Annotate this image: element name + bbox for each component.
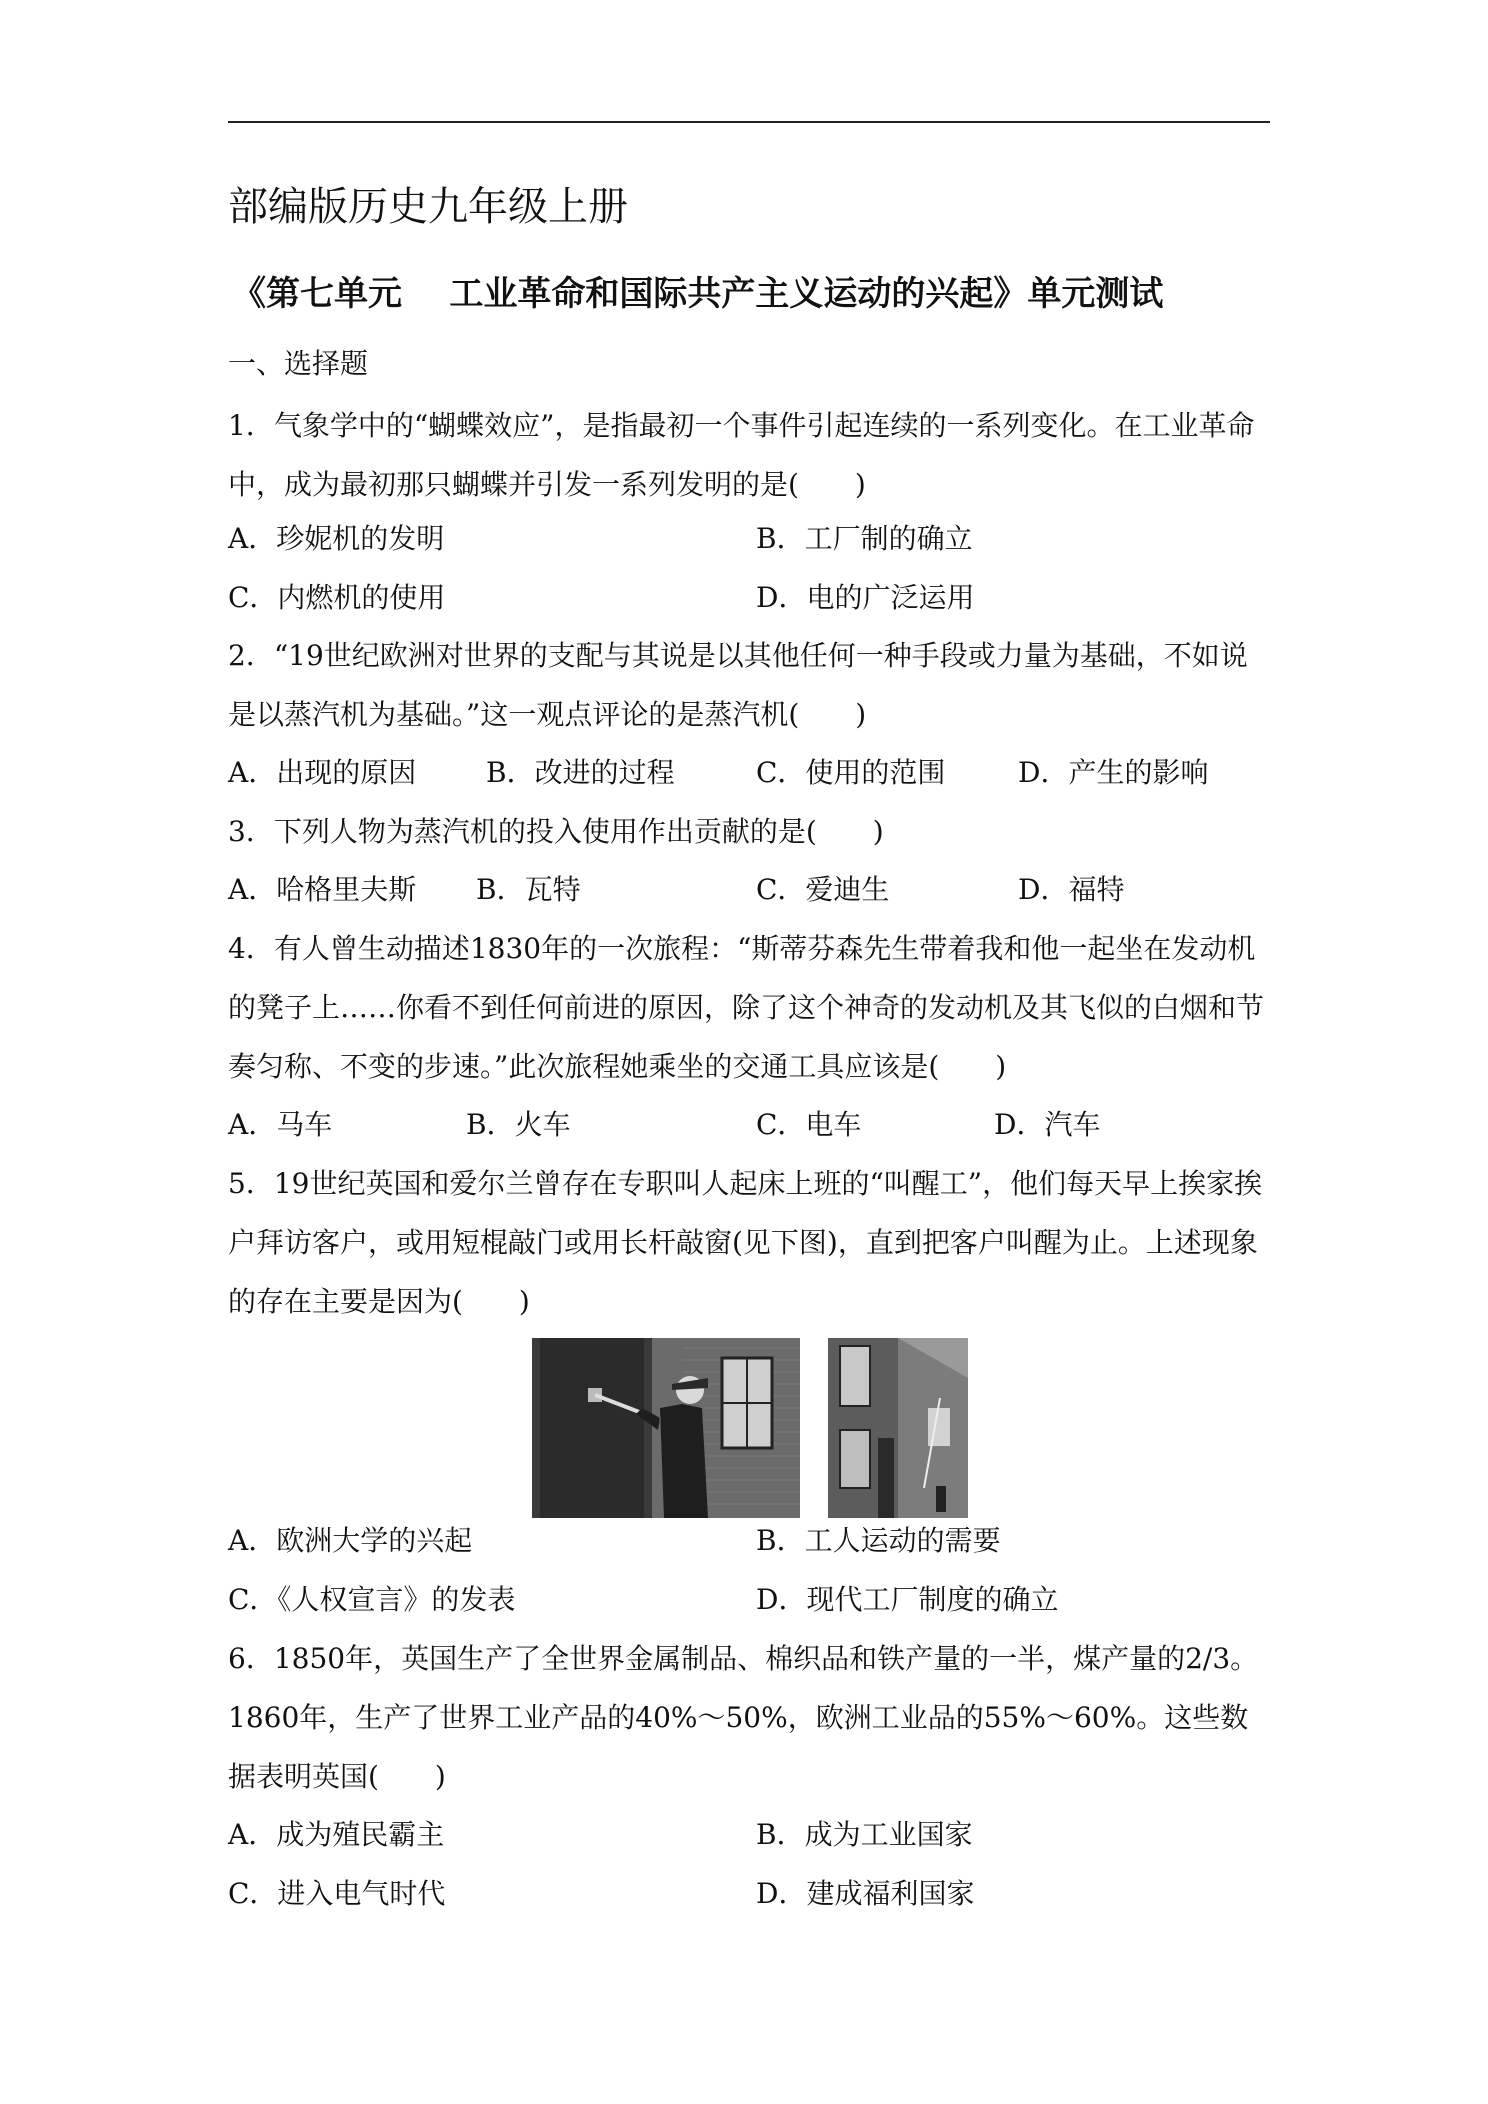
question-6-option-a: A．成为殖民霸主 [228,1818,445,1851]
question-3-option-b: B．瓦特 [476,873,581,906]
question-1-option-a: A．珍妮机的发明 [228,522,445,555]
question-1-stem: 1．气象学中的“蝴蝶效应”，是指最初一个事件引起连续的一系列变化。在工业革命中，成为最初那只蝴蝶并引发一系列发明的是( ) [228,409,1255,501]
question-5-option-d: D．现代工厂制度的确立 [756,1583,1059,1616]
question-6-option-c: C．进入电气时代 [228,1877,446,1910]
question-4-option-a: A．马车 [228,1108,333,1141]
question-3-option-c: C．爱迪生 [756,873,890,906]
header-rule [228,121,1270,123]
question-6-stem: 6．1850年，英国生产了全世界金属制品、棉织品和铁产量的一半，煤产量的2/3。1860年，生产了世界工业产品的40%～50%，欧洲工业品的55%～60%。这些数据表明英国( ) [228,1642,1259,1793]
question-4-stem: 4．有人曾生动描述1830年的一次旅程：“斯蒂芬森先生带着我和他一起坐在发动机的凳子上……你看不到任何前进的原因，除了这个神奇的发动机及其飞似的白烟和节奏匀称、不变的步速。”此次旅程她乘坐的交通工具应该是( ) [228,932,1265,1083]
question-1-option-b: B．工厂制的确立 [756,522,973,555]
question-4-option-c: C．电车 [756,1108,862,1141]
knocker-up-photo-door [532,1338,800,1518]
question-3-option-a: A．哈格里夫斯 [228,873,417,906]
question-5-stem: 5．19世纪英国和爱尔兰曾存在专职叫人起床上班的“叫醒工”，他们每天早上挨家挨户拜访客户，或用短棍敲门或用长杆敲窗(见下图)，直到把客户叫醒为止。上述现象的存在主要是因为( ) [228,1167,1263,1318]
question-6-option-b: B．成为工业国家 [756,1818,973,1851]
question-1-option-c: C．内燃机的使用 [228,581,446,614]
question-4-option-d: D．汽车 [994,1108,1101,1141]
question-5-option-c: C．《人权宣言》的发表 [228,1583,516,1616]
question-5-option-b: B．工人运动的需要 [756,1524,1001,1557]
question-2-option-c: C．使用的范围 [756,756,946,789]
question-1-option-d: D．电的广泛运用 [756,581,975,614]
document-title: 部编版历史九年级上册 [228,184,628,230]
question-3-option-d: D．福特 [1018,873,1125,906]
question-4-option-b: B．火车 [466,1108,571,1141]
question-5-option-a: A．欧洲大学的兴起 [228,1524,473,1557]
question-6-option-d: D．建成福利国家 [756,1877,975,1910]
question-2-stem: 2．“19世纪欧洲对世界的支配与其说是以其他任何一种手段或力量为基础，不如说是以蒸汽机为基础。”这一观点评论的是蒸汽机( ) [228,639,1248,731]
unit-test-title: 《第七单元 工业革命和国际共产主义运动的兴起》单元测试 [232,274,1164,314]
knocker-up-photo-door-drawing [532,1338,800,1518]
knocker-up-photo-street-drawing [828,1338,968,1518]
section-heading: 一、选择题 [228,347,369,380]
knocker-up-photo-street [828,1338,968,1518]
question-2-option-b: B．改进的过程 [486,756,675,789]
question-3-stem: 3．下列人物为蒸汽机的投入使用作出贡献的是( ) [228,815,884,848]
question-2-option-a: A．出现的原因 [228,756,417,789]
question-2-option-d: D．产生的影响 [1018,756,1209,789]
